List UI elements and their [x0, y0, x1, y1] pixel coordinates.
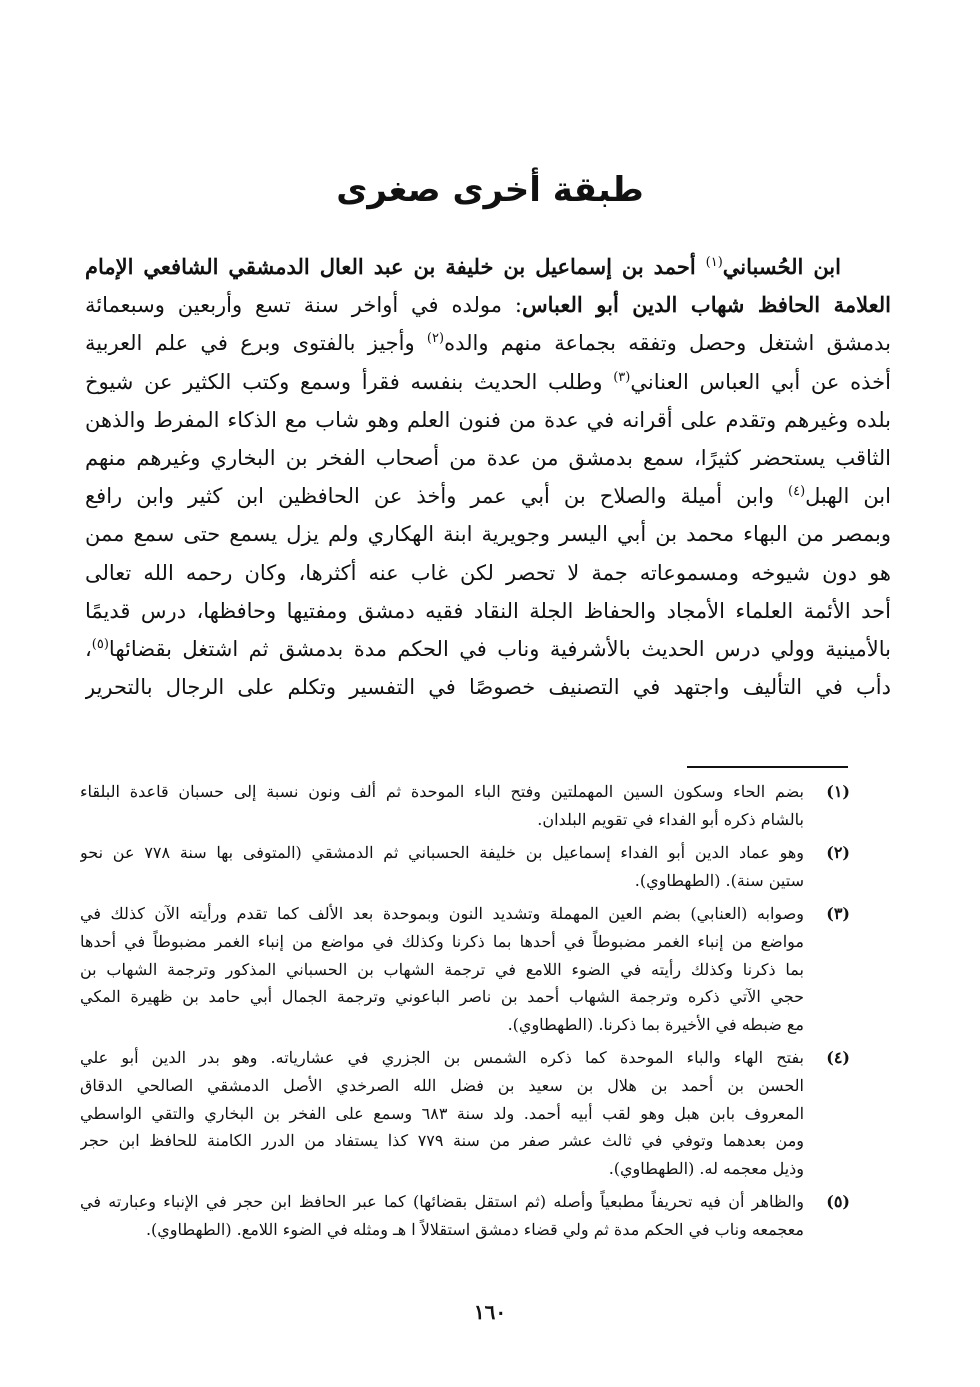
- footnote-ref-3[interactable]: (٣): [613, 369, 631, 385]
- footnote-4: [80, 1044, 850, 1182]
- footnote-line: بما ذكرنا وكذلك رأيته في الضوء اللامع في ترجمة الشهاب بن الحسباني المذكور وترجمة الشهاب بن: [80, 959, 804, 979]
- text-line-9: هو دون شيوخه ومسموعاته جمة لا تحصر لكن غاب عنه أكثرها، وكان رحمه الله تعالى: [85, 560, 891, 585]
- footnote-number: (٢): [826, 843, 850, 863]
- entry-title: العلامة الحافظ شهاب الدين أبو العباس: [521, 292, 891, 318]
- footnote-ref-4[interactable]: (٤): [788, 484, 806, 500]
- text-segment: أخذه عن أبي العباس العناني: [630, 369, 891, 394]
- section-title: طبقة أخرى صغرى: [336, 170, 644, 210]
- footnote-line: مواضع من إنباء الغمر مضبوطاً في أحدها بما ذكرنا وكذلك في مواضع من إنباء الغمر مضبوطاً في أحدها: [80, 931, 804, 951]
- page-number: ١٦٠: [473, 1300, 507, 1324]
- text-segment: بالأمينية وولي درس الحديث بالأشرفية وناب في الحكم مدة بدمشق ثم اشتغل بقضائها: [108, 636, 891, 661]
- footnote-number: (٥): [826, 1192, 850, 1212]
- footnote-line: وصوابه (العنابي) بضم العين المهملة وتشديد النون وبموحدة بعد الألف كما تقدم ورأيته الآن كذلك في: [80, 904, 804, 924]
- footnote-2: [80, 839, 850, 894]
- text-line-4: [85, 363, 891, 401]
- footnote-line: وهو عماد الدين أبو الفداء إسماعيل بن خليفة الحسباني ثم الدمشقي (المتوفى بها سنة ٧٧٨ عن نحو: [80, 843, 804, 863]
- footnote-line: ومن بعدهما وتوفي في ثالث عشر صفر من سنة ٧٧٩ كذا يستفاد من الدرر الكامنة للحافظ ابن حجر: [80, 1131, 804, 1151]
- entry-name-continued: أحمد بن إسماعيل بن خليفة بن عبد العال الدمشقي الشافعي الإمام: [85, 254, 706, 279]
- footnote-line: مع ضبطه في الأخيرة بما ذكرنا. (الطهطاوي).: [507, 1014, 804, 1034]
- footnote-line: بفتح الهاء والباء الموحدة كما ذكره الشمس بن الجزري في عشارياته. وهو بدر الدين أبو علي: [80, 1048, 804, 1068]
- text-segment: ،: [85, 636, 92, 661]
- footnote-line: ستين سنة). (الطهطاوي).: [634, 870, 804, 890]
- footnote-line: حجي الآتي ذكره وترجمة الشهاب أحمد بن ناصر الباعوني وترجمة الجمال أبي حامد بن ظهيرة المكي: [80, 987, 804, 1007]
- entry-name: ابن الحُسباني: [722, 254, 841, 279]
- text-line-1: [85, 248, 891, 286]
- text-segment: ابن الهبل: [805, 484, 891, 509]
- text-line-3: [85, 324, 891, 362]
- footnote-ref-2[interactable]: (٢): [426, 331, 445, 347]
- footnote-number: (١): [826, 782, 850, 801]
- footnote-1: [80, 778, 850, 833]
- text-line-8: وبمصر من البهاء محمد بن أبي اليسر وجويرية ابنة الهكاري ولم يزل يسمع حتى سمع ممن: [85, 522, 891, 547]
- footnote-line: بالشام ذكره أبو الفداء في تقويم البلدان.: [537, 809, 804, 829]
- text-line-2: [85, 286, 891, 324]
- footnote-line: الحسن بن أحمد بن هلال بن سعيد بن فضل الله الصرخدي الأصل الدمشقي الصالحي الدقاق: [80, 1075, 804, 1095]
- footnote-ref-1[interactable]: (١): [705, 255, 723, 270]
- text-line-7: [85, 477, 891, 515]
- footnote-ref-5[interactable]: (٥): [91, 636, 109, 652]
- footnote-line: وذيل معجمه له. (الطهطاوي).: [608, 1158, 804, 1178]
- footnote-5: [80, 1188, 850, 1243]
- text-line-5: بلده وغيرهم وتقدم على أقرانه في عدة من فنون العلم وهو شاب مع الذكاء المفرط والذهن: [85, 407, 891, 432]
- footnote-divider: [687, 766, 848, 768]
- footnote-line: والظاهر أن فيه تحريفاً مطبعياً وأصله (ثم استقل بقضائها) كما عبر الحافظ ابن حجر في الإنباء وعبارته في: [80, 1192, 804, 1212]
- footnote-number: (٣): [826, 904, 850, 924]
- footnote-number: (٤): [826, 1048, 850, 1068]
- footnote-line: المعروف بابن هبل وهو لقب أبيه أحمد. ولد سنة ٦٨٣ وسمع على الفخر بن البخاري والتقي الواسطي: [80, 1103, 804, 1123]
- text-segment: وطلب الحديث بنفسه فقرأ وسمع وكتب الكثير عن شيوخ: [85, 369, 614, 394]
- footnote-line: معجمعه وناب في الحكم مدة ثم ولي قضاء دمشق استقلالاً ا هـ ومثله في الضوء اللامع. (الطهطاوي).: [145, 1219, 804, 1239]
- text-line-11: [85, 630, 891, 668]
- footnote-3: [80, 900, 850, 1038]
- text-segment: : مولده في أواخر سنة تسع وأربعين وسبعمائة: [85, 293, 522, 318]
- footnotes: [80, 778, 850, 1250]
- text-line-12: دأب في التأليف واجتهد في التصنيف خصوصًا في التفسير وتكلم على الرجال بالتحرير: [85, 675, 891, 700]
- text-line-6: الثاقب يستحضر كثيرًا، سمع بدمشق من عدة من أصحاب الفخر بن البخاري وغيرهم منهم: [85, 445, 891, 470]
- text-segment: بدمشق اشتغل وحصل وتفقه بجماعة منهم والده: [444, 331, 891, 356]
- footnote-line: بضم الحاء وسكون السين المهملتين وفتح الباء الموحدة ثم ألف ونون نسبة إلى حسبان قاعدة البلقاء: [80, 782, 804, 801]
- main-text: [85, 248, 891, 706]
- text-line-10: أحد الأئمة العلماء الأمجاد والحفاظ الجلة النقاد فقيه دمشق ومفتيها وحافظها، درس قديمًا: [85, 598, 891, 623]
- text-segment: وأجيز بالفتوى وبرع في علم العربية: [85, 331, 427, 356]
- text-segment: وابن أميلة والصلاح بن أبي عمر وأخذ عن الحافظين ابن كثير وابن رافع: [85, 484, 788, 509]
